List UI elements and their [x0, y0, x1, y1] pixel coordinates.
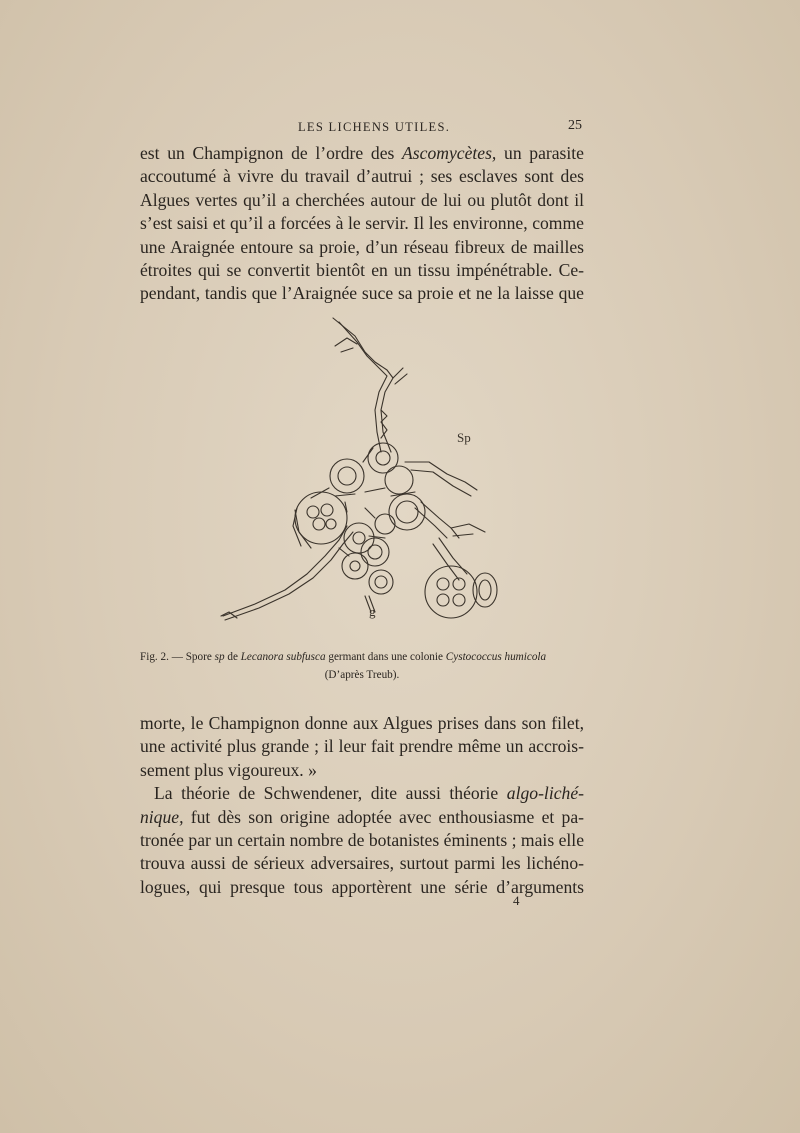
running-title: LES LICHENS UTILES. [298, 120, 451, 134]
text-line: logues, qui presque tous apportèrent une série d’arguments [140, 876, 584, 897]
page-header [140, 118, 584, 138]
paragraph-bottom [140, 712, 584, 899]
page-number: 25 [568, 118, 582, 133]
paragraph-top [140, 142, 584, 306]
lichen-spore-illustration [215, 312, 505, 628]
text-line: est un Champignon de l’ordre des Ascomycètes, un parasite [140, 143, 584, 163]
text-line: morte, le Champignon donne aux Algues prises dans son filet, [140, 713, 584, 733]
text-line: une Araignée entoure sa proie, d’un réseau fibreux de mailles [140, 236, 584, 257]
text-line: trouva aussi de sérieux adversaires, surtout parmi les lichéno- [140, 853, 584, 874]
signature-mark: 4 [513, 893, 520, 908]
text-line: pendant, tandis que l’Araignée suce sa proie et ne la laisse que [140, 283, 584, 304]
caption-line: Fig. 2. — Spore sp de Lecanora subfusca germant dans une colonie Cystococcus humicola [140, 651, 547, 663]
text-line: s’est saisi et qu’il a forcées à le servir. Il les environne, comme [140, 213, 584, 234]
text-line: Algues vertes qu’il a cherchées autour de lui ou plutôt dont il [140, 189, 584, 210]
text-line: une activité plus grande ; il leur fait prendre même un accrois- [140, 736, 584, 757]
text-line: étroites qui se convertit bientôt en un tissu impénétrable. Ce- [140, 259, 584, 280]
label-g: g [369, 604, 376, 619]
figure-caption [140, 648, 584, 684]
text-line: tronée par un certain nombre de botanistes éminents ; mais elle [140, 829, 584, 850]
label-sp: Sp [457, 430, 471, 445]
text-line: nique, fut dès son origine adoptée avec enthousiasme et pa- [140, 806, 584, 827]
text-line: accoutumé à vivre du travail d’autrui ; ses esclaves sont des [140, 166, 584, 187]
text-line: sement plus vigoureux. » [140, 759, 317, 780]
text-line: La théorie de Schwendener, dite aussi théorie algo-liché- [154, 783, 584, 804]
caption-source: (D’après Treub). [324, 669, 400, 681]
